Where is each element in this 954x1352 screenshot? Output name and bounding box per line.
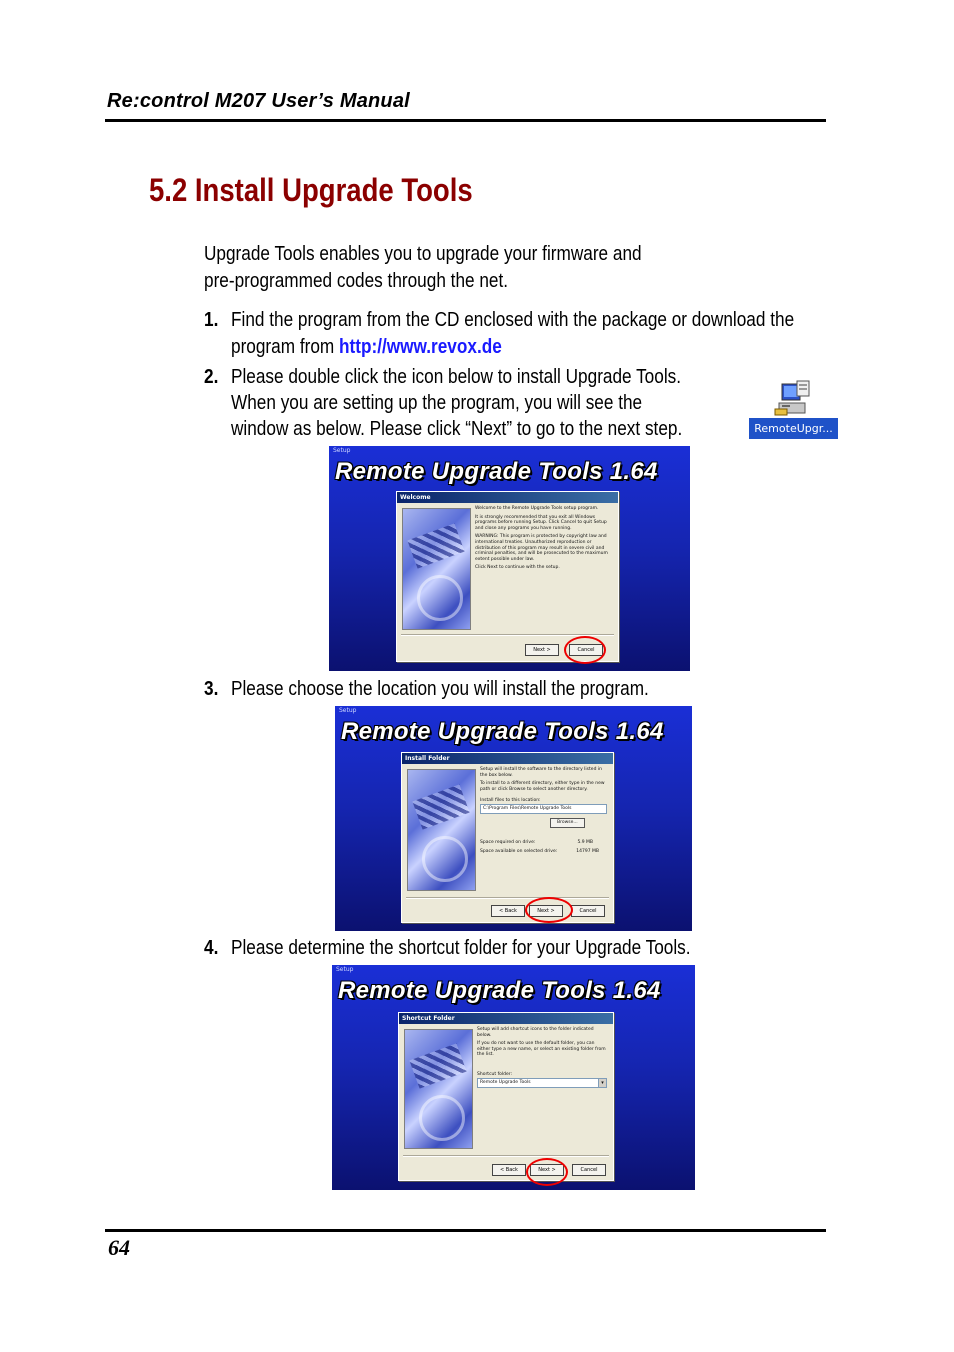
installer-icon — [773, 379, 813, 417]
revox-link[interactable]: http://www.revox.de — [339, 336, 502, 358]
dialog-paragraph: It is strongly recommended that you exit all Windows programs before running Setup. Click Cancel to quit Setup and close any programs you have running. — [475, 514, 607, 531]
step-1-text: program from — [231, 336, 340, 358]
step-1-line-2 — [231, 334, 502, 361]
back-button[interactable]: < Back — [491, 905, 525, 917]
cancel-button[interactable]: Cancel — [572, 1164, 606, 1176]
page-number: 64 — [108, 1235, 130, 1260]
shortcut-folder-dialog — [398, 1012, 614, 1181]
step-2-line-1: Please double click the icon below to install Upgrade Tools. — [231, 366, 682, 388]
step-2-number: 2. — [204, 366, 219, 388]
dialog-paragraph: If you do not want to use the default folder, you can either type a new name, or select an existing folder from the list. — [477, 1041, 606, 1058]
setup-window-label: Setup — [333, 447, 351, 454]
welcome-screenshot — [329, 446, 690, 671]
manual-title: Re:control M207 User’s Manual — [107, 90, 410, 112]
space-required-row — [480, 840, 607, 846]
dialog-paragraph: Click Next to continue with the setup. — [475, 565, 560, 571]
dialog-title: Install Folder — [402, 753, 613, 764]
setup-illustration — [404, 1029, 473, 1149]
highlight-circle — [564, 636, 606, 664]
chevron-down-icon[interactable]: ▾ — [598, 1079, 606, 1087]
field-label: Shortcut folder: — [477, 1071, 513, 1077]
space-required-value: 5.9 MB — [577, 839, 593, 845]
step-1-line-1: Find the program from the CD enclosed with the package or download the — [231, 309, 795, 331]
step-2-line-2: When you are setting up the program, you will see the — [231, 392, 643, 414]
browse-button[interactable]: Browse... — [550, 818, 585, 828]
shortcut-folder-screenshot — [332, 965, 695, 1190]
install-folder-dialog — [401, 752, 614, 923]
space-available-row — [480, 849, 607, 855]
install-path-input[interactable]: C:\Program Files\Remote Upgrade Tools — [480, 804, 607, 814]
next-button[interactable]: Next > — [529, 905, 563, 917]
setup-banner: Remote Upgrade Tools 1.64 — [335, 458, 658, 485]
setup-banner: Remote Upgrade Tools 1.64 — [341, 718, 664, 745]
dialog-body — [475, 506, 612, 574]
setup-illustration — [407, 769, 476, 891]
step-4-line-1: Please determine the shortcut folder for your Upgrade Tools. — [231, 937, 691, 959]
desktop-icon-label: RemoteUpgr... — [749, 418, 838, 439]
intro-line-2: pre-programmed codes through the net. — [204, 270, 509, 292]
space-available-label: Space available on selected drive: — [480, 849, 558, 855]
dialog-separator — [406, 897, 609, 899]
step-3-number: 3. — [204, 678, 219, 700]
field-label: Install files to this location: — [480, 798, 541, 804]
remote-upgrade-desktop-icon[interactable] — [749, 375, 838, 439]
next-button[interactable]: Next > — [525, 644, 559, 656]
dialog-paragraph: WARNING: This program is protected by copyright law and international treaties. Unauthorized reproduction or distribution of this program may result in severe civil and criminal penalties, and will be prosecuted to the maximum extent possible under law. — [475, 534, 608, 562]
setup-banner: Remote Upgrade Tools 1.64 — [338, 977, 661, 1004]
cancel-button[interactable]: Cancel — [571, 905, 605, 917]
step-2-line-3: window as below. Please click “Next” to go to the next step. — [231, 418, 683, 440]
dialog-body — [480, 767, 607, 855]
setup-window-label: Setup — [339, 707, 357, 714]
dialog-paragraph: To install to a different directory, either type in the new path or click Browse to select another directory. — [480, 781, 605, 792]
back-button[interactable]: < Back — [492, 1164, 526, 1176]
step-1-number: 1. — [204, 309, 219, 331]
step-4-number: 4. — [204, 937, 219, 959]
setup-illustration — [402, 508, 471, 630]
dialog-body — [477, 1027, 607, 1092]
dialog-title: Shortcut Folder — [399, 1013, 613, 1024]
highlight-circle — [526, 1158, 568, 1186]
header-divider — [105, 119, 826, 122]
step-3-line-1: Please choose the location you will install the program. — [231, 678, 649, 700]
dialog-separator — [403, 1155, 609, 1157]
install-folder-screenshot — [335, 706, 692, 931]
dialog-paragraph: Setup will install the software to the directory listed in the box below. — [480, 767, 602, 778]
highlight-circle — [525, 897, 573, 923]
cancel-button[interactable]: Cancel — [569, 644, 603, 656]
shortcut-folder-value: Remote Upgrade Tools — [480, 1079, 531, 1085]
dialog-title: Welcome — [397, 492, 618, 503]
shortcut-folder-select[interactable] — [477, 1078, 607, 1088]
space-available-value: 14797 MB — [576, 849, 599, 855]
space-required-label: Space required on drive: — [480, 839, 536, 845]
intro-line-1: Upgrade Tools enables you to upgrade your firmware and — [204, 243, 642, 265]
setup-window-label: Setup — [336, 966, 354, 973]
dialog-paragraph: Setup will add shortcut icons to the folder indicated below. — [477, 1027, 594, 1038]
next-button[interactable]: Next > — [530, 1164, 564, 1176]
section-heading: 5.2 Install Upgrade Tools — [149, 172, 473, 208]
footer-divider — [105, 1229, 826, 1232]
dialog-paragraph: Welcome to the Remote Upgrade Tools setup program. — [475, 506, 599, 511]
